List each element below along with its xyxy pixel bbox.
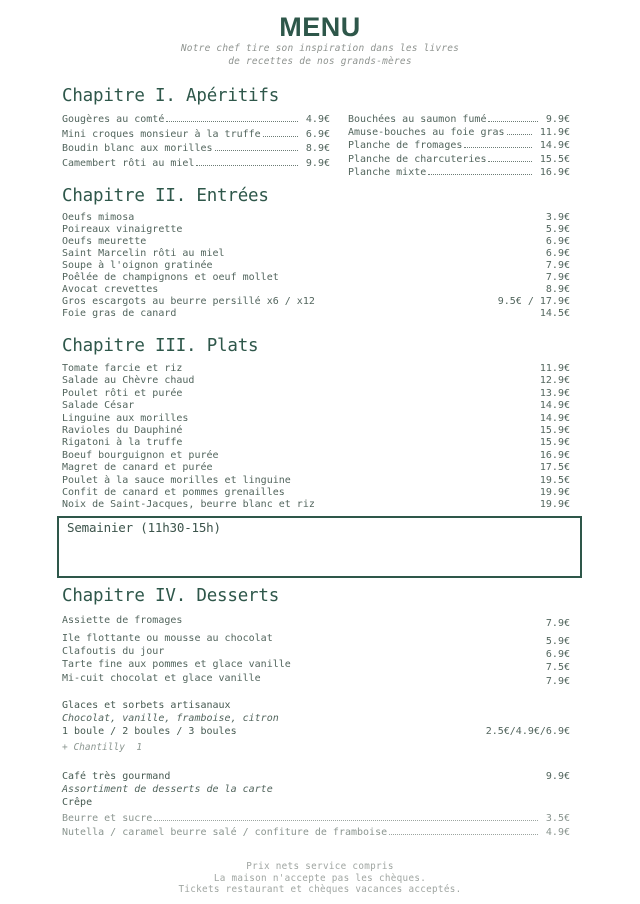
menu-item-price: 3.5€ bbox=[545, 812, 570, 824]
glaces-flavors: Chocolat, vanille, framboise, citron bbox=[62, 712, 279, 724]
menu-item-name: Linguine aux morilles bbox=[62, 412, 189, 424]
menu-item-price: 14.9€ bbox=[539, 412, 570, 424]
menu-item-name: Amuse-bouches au foie gras bbox=[348, 127, 505, 139]
menu-footer bbox=[0, 861, 640, 896]
dotted-leader bbox=[464, 147, 532, 148]
menu-item-name: Noix de Saint-Jacques, beurre blanc et riz bbox=[62, 499, 315, 511]
menu-item-row bbox=[348, 139, 570, 152]
menu-item-row bbox=[62, 272, 570, 284]
menu-item-row bbox=[62, 826, 570, 840]
dotted-leader bbox=[507, 134, 532, 135]
menu-item-name: Foie gras de canard bbox=[62, 308, 177, 319]
menu-item-price: 7.9€ bbox=[545, 272, 570, 283]
dotted-leader bbox=[428, 174, 532, 175]
crepe-list bbox=[62, 812, 570, 840]
menu-item-price: 6.9€ bbox=[545, 649, 570, 661]
menu-item-name: Saint Marcelin rôti au miel bbox=[62, 248, 225, 259]
footer-line1: Prix nets service compris bbox=[246, 861, 394, 872]
menu-item-row bbox=[62, 812, 570, 826]
menu-item-name: Salade César bbox=[62, 400, 135, 412]
dotted-leader bbox=[263, 136, 298, 137]
footer-line2: La maison n'accepte pas les chèques. bbox=[213, 872, 427, 884]
menu-item-row bbox=[62, 157, 330, 172]
menu-subtitle-line2: de recettes de nos grands-mères bbox=[228, 56, 412, 67]
menu-item-row bbox=[62, 388, 570, 400]
menu-item-name: Poulet rôti et purée bbox=[62, 387, 183, 399]
menu-item-row bbox=[348, 166, 570, 179]
menu-item-name: Nutella / caramel beurre salé / confiture de framboise bbox=[62, 827, 388, 839]
menu-item-price: 15.9€ bbox=[539, 425, 570, 437]
menu-item-row bbox=[62, 248, 570, 260]
menu-item-name: Gougères au comté bbox=[62, 114, 165, 125]
menu-item-name: Oeufs meurette bbox=[62, 236, 147, 247]
menu-item-row bbox=[62, 475, 570, 487]
menu-item-price: 11.9€ bbox=[539, 127, 570, 139]
menu-item-price: 9.9€ bbox=[545, 770, 570, 782]
section-desserts bbox=[62, 586, 570, 840]
menu-item-name: Bouchées au saumon fumé bbox=[348, 114, 487, 125]
menu-item-name: Café très gourmand bbox=[62, 770, 171, 782]
menu-item-name: Soupe à l'oignon gratinée bbox=[62, 260, 213, 271]
glaces-title: Glaces et sorbets artisanaux bbox=[62, 699, 231, 711]
menu-item-name: Planche de charcuteries bbox=[348, 153, 487, 165]
menu-item-row bbox=[348, 153, 570, 166]
menu-item-row bbox=[62, 437, 570, 449]
menu-header bbox=[0, 14, 640, 67]
menu-item-price: 19.9€ bbox=[539, 487, 570, 499]
menu-item-price: 9.9€ bbox=[545, 114, 570, 125]
dotted-leader bbox=[166, 121, 298, 122]
menu-item-name: Poireaux vinaigrette bbox=[62, 224, 183, 235]
menu-item-price: 5.9€ bbox=[545, 224, 570, 235]
menu-item-row bbox=[62, 450, 570, 462]
dotted-leader bbox=[389, 834, 538, 835]
menu-item-name: Assiette de fromages bbox=[62, 615, 183, 626]
menu-item-name: Oeufs mimosa bbox=[62, 212, 135, 223]
menu-item-price: 7.9€ bbox=[545, 618, 570, 629]
dotted-leader bbox=[196, 165, 297, 166]
entrees-list bbox=[62, 212, 570, 320]
menu-item-price: 6.9€ bbox=[545, 248, 570, 259]
menu-item-row bbox=[62, 296, 570, 308]
menu-item-row bbox=[62, 645, 570, 661]
menu-item-name: Clafoutis du jour bbox=[62, 646, 165, 658]
menu-item-price: 8.9€ bbox=[545, 284, 570, 295]
menu-item-name: Boudin blanc aux morilles bbox=[62, 143, 213, 154]
menu-item-row bbox=[348, 126, 570, 139]
glaces-group bbox=[62, 699, 570, 754]
menu-item-row bbox=[62, 375, 570, 387]
glaces-sizes-row bbox=[62, 725, 570, 738]
menu-item-row bbox=[348, 113, 570, 126]
dotted-leader bbox=[154, 820, 538, 821]
section-plats bbox=[62, 336, 570, 512]
menu-item-row bbox=[62, 487, 570, 499]
menu-item-price: 6.9€ bbox=[305, 128, 330, 140]
menu-item-row bbox=[62, 400, 570, 412]
menu-item-row bbox=[62, 224, 570, 236]
menu-item-price: 4.9€ bbox=[305, 114, 330, 125]
menu-item-price: 8.9€ bbox=[305, 143, 330, 154]
semainier-title: Semainier (11h30-15h) bbox=[67, 520, 221, 535]
plats-list bbox=[62, 363, 570, 512]
aperitifs-left-column bbox=[62, 113, 330, 179]
menu-item-name: Ile flottante ou mousse au chocolat bbox=[62, 633, 273, 644]
menu-item-price: 7.5€ bbox=[545, 662, 570, 674]
dotted-leader bbox=[488, 161, 531, 162]
menu-item-price: 6.9€ bbox=[545, 236, 570, 247]
menu-item-name: Rigatoni à la truffe bbox=[62, 437, 183, 449]
menu-item-price: 4.9€ bbox=[545, 827, 570, 839]
menu-item-price: 7.9€ bbox=[545, 260, 570, 271]
section-heading-aperitifs: Chapitre I. Apéritifs bbox=[62, 86, 280, 106]
menu-item-price: 11.9€ bbox=[539, 363, 570, 374]
menu-item-name: Salade au Chèvre chaud bbox=[62, 375, 195, 387]
section-heading-entrees: Chapitre II. Entrées bbox=[62, 186, 269, 206]
menu-item-row bbox=[62, 413, 570, 425]
menu-item-name: Poulet à la sauce morilles et linguine bbox=[62, 474, 291, 486]
menu-item-row bbox=[62, 425, 570, 437]
menu-item-row bbox=[62, 499, 570, 511]
menu-item-row bbox=[62, 236, 570, 248]
menu-item-name: Magret de canard et purée bbox=[62, 462, 213, 474]
menu-item-row bbox=[62, 212, 570, 224]
section-entrees bbox=[62, 186, 570, 320]
menu-item-name: Confit de canard et pommes grenailles bbox=[62, 487, 285, 499]
cafe-gourmand-group bbox=[62, 770, 570, 840]
menu-item-price: 19.5€ bbox=[539, 474, 570, 486]
footer-line3: Tickets restaurant et chèques vacances acceptés. bbox=[178, 884, 462, 895]
menu-item-name: Camembert rôti au miel bbox=[62, 157, 195, 169]
menu-item-name: Beurre et sucre bbox=[62, 812, 153, 824]
menu-item-name: Planche mixte bbox=[348, 166, 427, 178]
menu-item-row bbox=[62, 462, 570, 474]
page-title: MENU bbox=[279, 12, 361, 42]
menu-item-price: 12.9€ bbox=[539, 375, 570, 387]
menu-item-row bbox=[62, 284, 570, 296]
section-heading-desserts: Chapitre IV. Desserts bbox=[62, 586, 280, 606]
menu-item-price: 7.9€ bbox=[545, 675, 570, 687]
dotted-leader bbox=[488, 121, 537, 122]
menu-item-row bbox=[62, 308, 570, 320]
menu-item-name: Boeuf bourguignon et purée bbox=[62, 449, 219, 461]
menu-item-row bbox=[62, 632, 570, 645]
menu-item-row bbox=[62, 260, 570, 272]
dotted-leader bbox=[215, 150, 298, 151]
desserts-list bbox=[62, 632, 570, 685]
menu-item-name: Mi-cuit chocolat et glace vanille bbox=[62, 672, 261, 684]
menu-item-row bbox=[62, 672, 570, 685]
menu-item-name: Tarte fine aux pommes et glace vanille bbox=[62, 659, 291, 671]
cafe-description: Assortiment de desserts de la carte bbox=[62, 783, 273, 795]
section-heading-plats: Chapitre III. Plats bbox=[62, 336, 259, 356]
menu-item-row bbox=[62, 113, 330, 128]
menu-item-row bbox=[62, 128, 330, 143]
menu-item-price: 15.9€ bbox=[539, 437, 570, 449]
menu-item-price: 3.9€ bbox=[545, 212, 570, 223]
menu-item-name: Avocat crevettes bbox=[62, 284, 159, 295]
menu-subtitle-line1: Notre chef tire son inspiration dans les livres bbox=[180, 43, 460, 54]
menu-item-row bbox=[62, 658, 570, 674]
menu-item-name: Planche de fromages bbox=[348, 140, 463, 152]
menu-item-price: 9.9€ bbox=[305, 157, 330, 169]
menu-item-price: 16.9€ bbox=[539, 449, 570, 461]
menu-item-price: 14.5€ bbox=[539, 308, 570, 319]
menu-item-price: 13.9€ bbox=[539, 387, 570, 399]
menu-item-name: Ravioles du Dauphiné bbox=[62, 425, 183, 437]
aperitifs-right-column bbox=[348, 113, 570, 179]
glaces-sizes: 1 boule / 2 boules / 3 boules bbox=[62, 725, 237, 737]
aperitifs-columns bbox=[62, 113, 570, 179]
menu-item-row bbox=[62, 142, 330, 157]
semainier-box bbox=[57, 516, 582, 578]
menu-item-price: 16.9€ bbox=[539, 166, 570, 178]
menu-item-price: 19.9€ bbox=[539, 499, 570, 511]
menu-item-price: 9.5€ / 17.9€ bbox=[497, 296, 570, 307]
menu-item-price: 17.5€ bbox=[539, 462, 570, 474]
menu-item-name: Mini croques monsieur à la truffe bbox=[62, 128, 261, 140]
crepe-title: Crêpe bbox=[62, 796, 93, 808]
menu-item-name: Gros escargots au beurre persillé x6 / x12 bbox=[62, 296, 315, 307]
menu-item-price: 5.9€ bbox=[545, 636, 570, 647]
section-aperitifs bbox=[62, 86, 570, 179]
menu-item-row bbox=[62, 614, 570, 627]
menu-item-name: Poêlée de champignons et oeuf mollet bbox=[62, 272, 279, 283]
menu-item-price: 14.9€ bbox=[539, 140, 570, 152]
glaces-sizes-price: 2.5€/4.9€/6.9€ bbox=[485, 725, 570, 737]
menu-item-price: 14.9€ bbox=[539, 400, 570, 412]
chantilly-supplement: + Chantilly 1 bbox=[62, 741, 143, 753]
menu-item-name: Tomate farcie et riz bbox=[62, 363, 183, 374]
menu-item-row bbox=[62, 770, 570, 783]
menu-item-price: 15.5€ bbox=[539, 153, 570, 165]
menu-item-row bbox=[62, 363, 570, 375]
